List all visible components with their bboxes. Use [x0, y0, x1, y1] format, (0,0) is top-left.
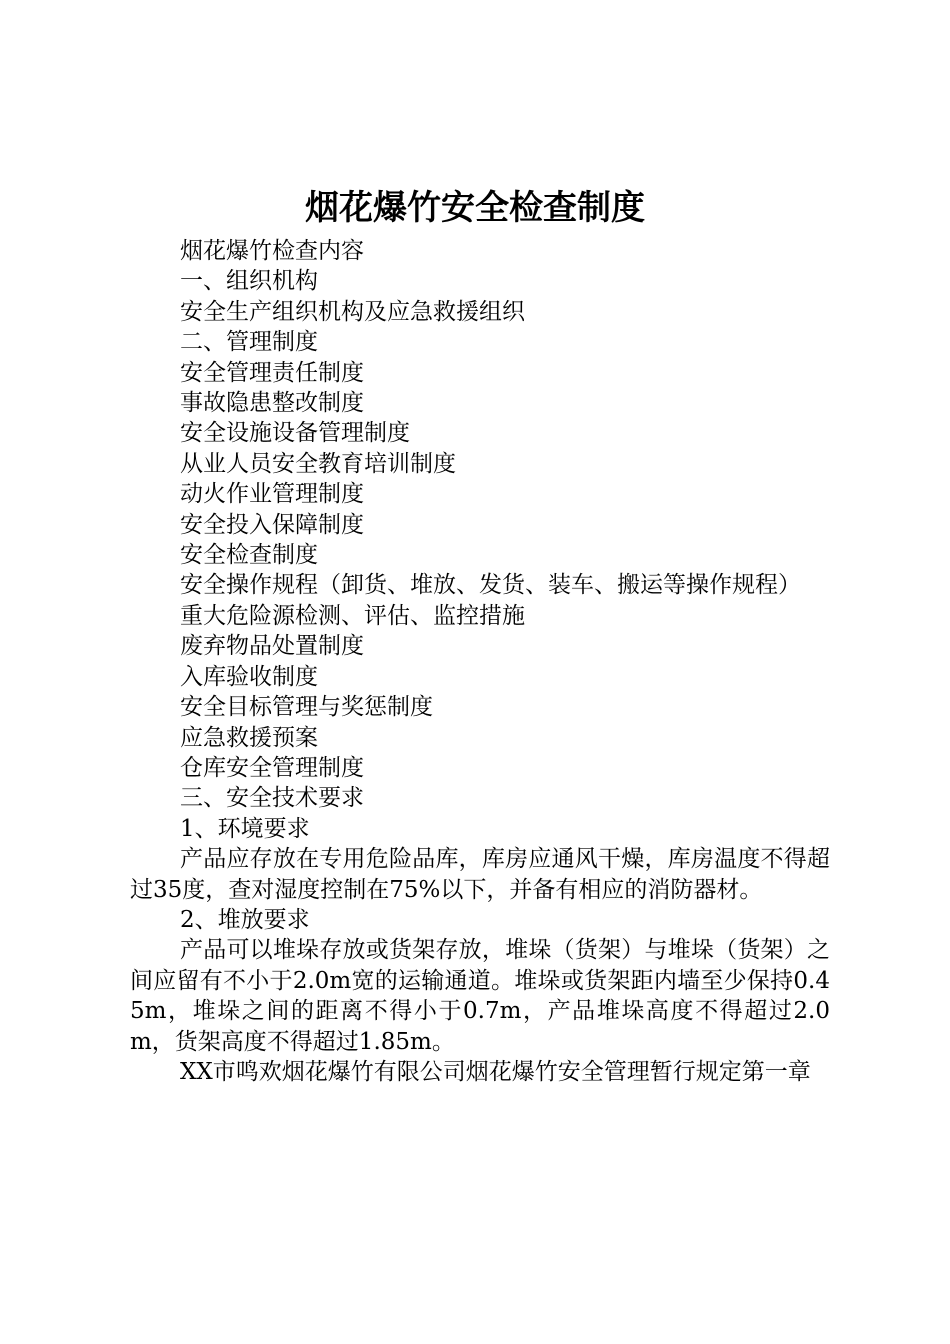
section-heading: 二、管理制度: [180, 329, 318, 356]
list-item: 仓库安全管理制度: [180, 754, 364, 781]
document-title: 烟花爆竹安全检查制度: [305, 188, 645, 228]
list-item: 安全管理责任制度: [180, 359, 364, 386]
section-heading: 三、安全技术要求: [180, 785, 364, 812]
list-item: 重大危险源检测、评估、监控措施: [180, 602, 525, 629]
subsection-heading: 2、堆放要求: [180, 906, 310, 933]
list-item: 安全设施设备管理制度: [180, 420, 410, 447]
list-item: 从业人员安全教育培训制度: [180, 450, 456, 477]
list-item: 安全检查制度: [180, 542, 318, 569]
paragraph: 产品可以堆垛存放或货架存放，堆垛（货架）与堆垛（货架）之间应留有不小于2.0m宽的运输通道。堆垛或货架距内墙至少保持0.45m，堆垛之间的距离不得小于0.7m，产品堆垛高度不得超过2.0m，货架高度不得超过1.85m。: [130, 937, 830, 1055]
list-item: 入库验收制度: [180, 663, 318, 690]
list-item: 动火作业管理制度: [180, 481, 364, 508]
paragraph: 烟花爆竹检查内容: [180, 238, 364, 264]
list-item: 安全投入保障制度: [180, 511, 364, 538]
list-item: 事故隐患整改制度: [180, 390, 364, 417]
list-item: 废弃物品处置制度: [180, 633, 364, 660]
list-item: 应急救援预案: [180, 724, 318, 751]
section-heading: 一、组织机构: [180, 268, 318, 295]
list-item: 安全目标管理与奖惩制度: [180, 694, 433, 721]
subsection-heading: 1、环境要求: [180, 815, 310, 842]
paragraph: XX市鸣欢烟花爆竹有限公司烟花爆竹安全管理暂行规定第一章: [180, 1058, 811, 1085]
document-body: [130, 236, 830, 1087]
list-item: 安全操作规程（卸货、堆放、发货、装车、搬运等操作规程）: [180, 572, 801, 599]
paragraph: 产品应存放在专用危险品库，库房应通风干燥，库房温度不得超过35度，查对湿度控制在75%以下，并备有相应的消防器材。: [130, 846, 830, 903]
paragraph: 安全生产组织机构及应急救援组织: [180, 298, 525, 325]
